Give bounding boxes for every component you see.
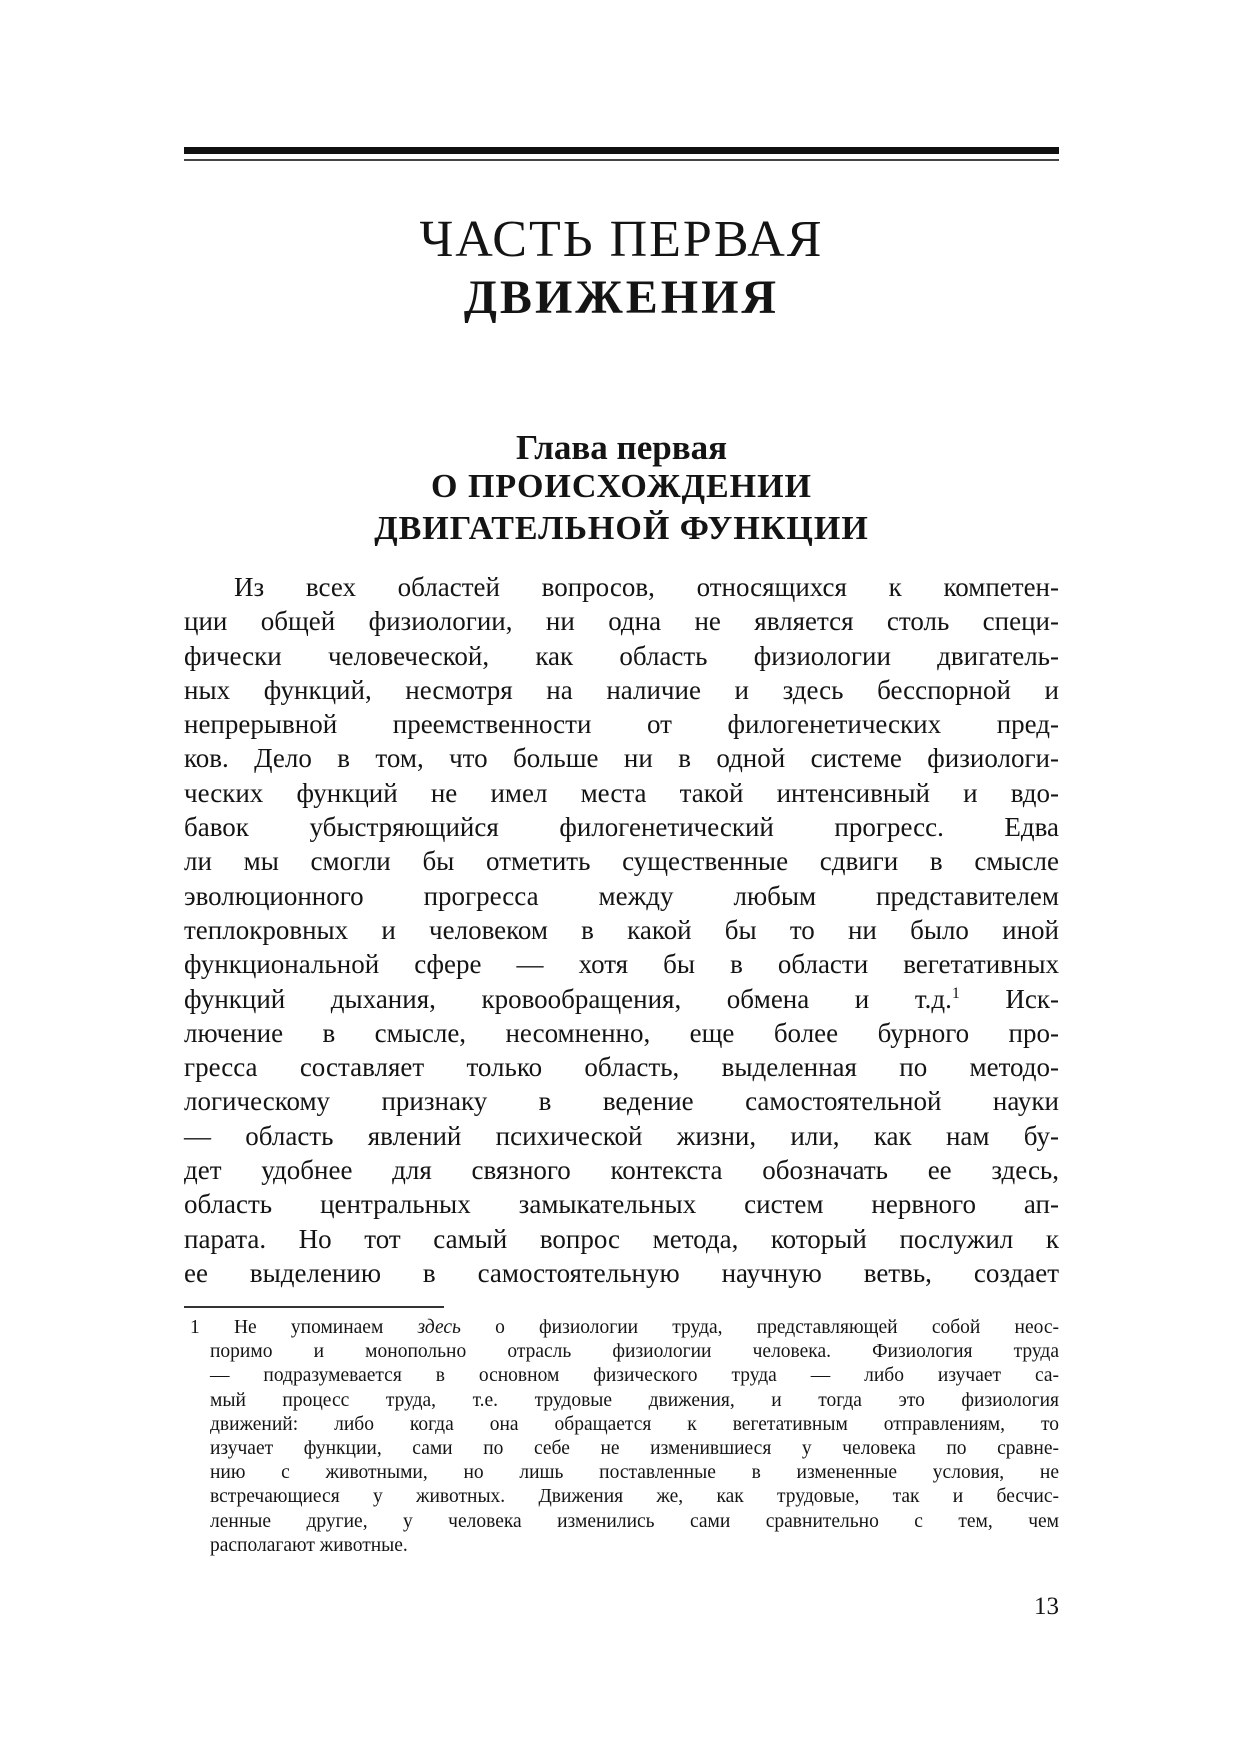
footnote-divider bbox=[184, 1306, 444, 1308]
body-line-text: функций дыхания, кровообращения, обмена и т.д. bbox=[184, 983, 952, 1014]
part-label: ЧАСТЬ ПЕРВАЯ bbox=[419, 211, 824, 268]
footnote-line: — подразумевается в основном физического труда — либо изучает са- bbox=[210, 1365, 1059, 1387]
body-line: ных функций, несмотря на наличие и здесь бесспорной и bbox=[184, 674, 1059, 705]
chapter-title-line-2: ДВИГАТЕЛЬНОЙ ФУНКЦИИ bbox=[374, 510, 869, 547]
footnote-line: движений: либо когда она обращается к вегетативным отправлениям, то bbox=[210, 1413, 1059, 1435]
footnote-reference[interactable]: 1 bbox=[951, 984, 960, 1002]
body-line: гресса составляет только область, выделенная по методо- bbox=[184, 1052, 1059, 1083]
chapter-label: Глава первая bbox=[515, 428, 728, 467]
body-line: парата. Но тот самый вопрос метода, который послужил к bbox=[184, 1223, 1059, 1254]
page-number: 13 bbox=[1034, 1593, 1059, 1620]
body-line: логическому признаку в ведение самостоятельной науки bbox=[184, 1086, 1059, 1117]
body-line: — область явлений психической жизни, или, как нам бу- bbox=[184, 1120, 1059, 1151]
footnote-emphasis: здесь bbox=[417, 1317, 461, 1338]
body-line: фически человеческой, как область физиологии двигатель- bbox=[184, 640, 1059, 671]
footnote-marker: 1 bbox=[190, 1317, 200, 1338]
footnote-line: мый процесс труда, т.е. трудовые движения, и тогда это физиология bbox=[210, 1389, 1059, 1411]
body-line: непрерывной преемственности от филогенетических пред- bbox=[184, 709, 1059, 740]
footnote bbox=[190, 1316, 1059, 1558]
body-line: ции общей физиологии, ни одна не является столь специ- bbox=[184, 606, 1059, 637]
body-line: ческих функций не имел места такой интенсивный и вдо- bbox=[184, 777, 1059, 808]
body-paragraph bbox=[184, 570, 1059, 1290]
header-rule-thin bbox=[184, 159, 1059, 161]
footnote-line: располагают животные. bbox=[210, 1534, 408, 1556]
chapter-title bbox=[184, 466, 1059, 550]
footnote-line: нию с животными, но лишь поставленные в измененные условия, не bbox=[210, 1462, 1059, 1484]
body-line: ее выделению в самостоятельную научную ветвь, создает bbox=[184, 1257, 1059, 1288]
body-line: функциональной сфере — хотя бы в области вегетативных bbox=[184, 949, 1059, 980]
body-line: теплокровных и человеком в какой бы то ни было иной bbox=[184, 914, 1059, 945]
body-line: бавок убыстряющийся филогенетический прогресс. Едва bbox=[184, 812, 1059, 843]
footnote-line: встречающиеся у животных. Движения же, как трудовые, так и бесчис- bbox=[210, 1486, 1059, 1508]
part-title: ДВИЖЕНИЯ bbox=[463, 271, 780, 324]
body-line: дет удобнее для связного контекста обозначать ее здесь, bbox=[184, 1155, 1059, 1186]
body-line-tail: Иск- bbox=[959, 983, 1059, 1014]
body-line: ли мы смогли бы отметить существенные сдвиги в смысле bbox=[184, 846, 1059, 877]
header-rule-thick bbox=[184, 147, 1059, 154]
body-line: эволюционного прогресса между любым представителем bbox=[184, 880, 1059, 911]
chapter-title-line-1: О ПРОИСХОЖДЕНИИ bbox=[431, 468, 812, 505]
footnote-line: ленные другие, у человека изменились сами сравнительно с тем, чем bbox=[210, 1510, 1059, 1532]
body-line: ков. Дело в том, что больше ни в одной системе физиологи- bbox=[184, 743, 1059, 774]
body-line: область центральных замыкательных систем нервного ап- bbox=[184, 1189, 1059, 1220]
footnote-line: поримо и монопольно отрасль физиологии человека. Физиология труда bbox=[210, 1341, 1059, 1363]
footnote-line: изучает функции, сами по себе не изменившиеся у человека по сравне- bbox=[210, 1437, 1059, 1459]
body-line: лючение в смысле, несомненно, еще более бурного про- bbox=[184, 1017, 1059, 1048]
footnote-line: 1 Не упоминаем здесь о физиологии труда, представляющей собой неос- bbox=[190, 1317, 1059, 1338]
body-line-with-footnote-ref bbox=[184, 982, 1059, 1016]
body-line: Из всех областей вопросов, относящихся к компетен- bbox=[234, 572, 1059, 602]
